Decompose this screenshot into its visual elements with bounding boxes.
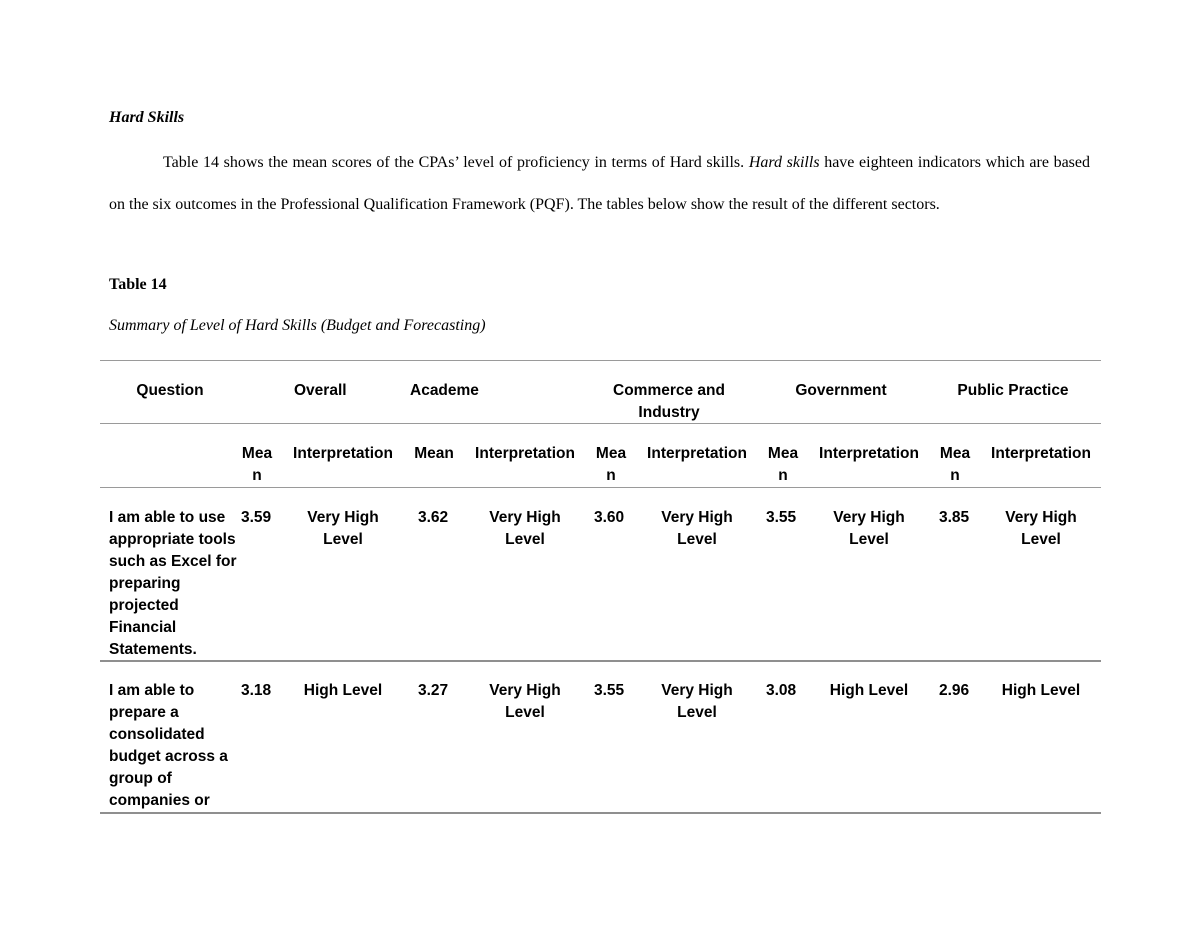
table-row-question: I am able to prepare a consolidated budget across a group of companies or (109, 682, 228, 809)
subheader-academe-mean: Mean (414, 445, 454, 462)
subheader-rule (100, 487, 1101, 488)
overall-interpretation: High Level (303, 682, 383, 699)
government-interpretation: Very High Level (833, 509, 905, 548)
academe-mean-value: 3.62 (418, 509, 449, 526)
subheader-overall-interpretation: Interpretation (293, 445, 393, 462)
paragraph-emphasis: Hard skills (748, 154, 820, 171)
section-heading: Hard Skills (109, 109, 185, 126)
public-interpretation: Very High Level (1005, 509, 1077, 548)
table-row-question: I am able to use appropriate tools such as Excel for preparing projected Financial Statements. (109, 509, 237, 658)
subheader-academe-interpretation: Interpretation (475, 445, 575, 462)
academe-mean-value: 3.27 (418, 682, 449, 699)
government-mean-value: 3.08 (766, 682, 797, 699)
table-caption: Summary of Level of Hard Skills (Budget and Forecasting) (109, 317, 486, 334)
overall-interpretation: Very High Level (307, 509, 379, 548)
subheader-public-mean: Mean (939, 445, 971, 484)
table-bottom-rule (100, 812, 1101, 814)
overall-mean-value: 3.18 (241, 682, 272, 699)
col-header-public-practice: Public Practice (957, 382, 1069, 399)
public-interpretation: High Level (1001, 682, 1081, 699)
subheader-government-interpretation: Interpretation (819, 445, 919, 462)
overall-mean-value: 3.59 (241, 509, 272, 526)
commerce-interpretation: Very High Level (661, 509, 733, 548)
row-divider (100, 660, 1101, 662)
subheader-government-mean: Mean (767, 445, 799, 484)
col-header-government: Government (795, 382, 887, 399)
subheader-commerce-interpretation: Interpretation (647, 445, 747, 462)
government-mean-value: 3.55 (766, 509, 797, 526)
academe-interpretation: Very High Level (489, 509, 561, 548)
table-top-rule (100, 360, 1101, 361)
commerce-mean-value: 3.60 (594, 509, 625, 526)
commerce-interpretation: Very High Level (661, 682, 733, 721)
government-interpretation: High Level (829, 682, 909, 699)
table-label: Table 14 (109, 276, 167, 293)
col-header-overall: Overall (294, 382, 347, 399)
subheader-commerce-mean: Mean (595, 445, 627, 484)
academe-interpretation: Very High Level (489, 682, 561, 721)
paragraph-text-end: have eighteen indicators which are based on the six outcomes in the Professional Qualification Framework (PQF). The tables below show the result of the different sectors. (109, 154, 1091, 213)
commerce-mean-value: 3.55 (594, 682, 625, 699)
col-header-academe: Academe (410, 382, 479, 399)
intro-paragraph (109, 142, 1090, 226)
paragraph-text-start: Table 14 shows the mean scores of the CPAs’ level of proficiency in terms of Hard skills. (163, 154, 749, 171)
subheader-overall-mean: Mean (241, 445, 273, 484)
col-header-commerce: Commerce and Industry (613, 382, 725, 421)
public-mean-value: 2.96 (939, 682, 970, 699)
subheader-public-interpretation: Interpretation (991, 445, 1091, 462)
col-header-question: Question (136, 382, 204, 399)
public-mean-value: 3.85 (939, 509, 970, 526)
